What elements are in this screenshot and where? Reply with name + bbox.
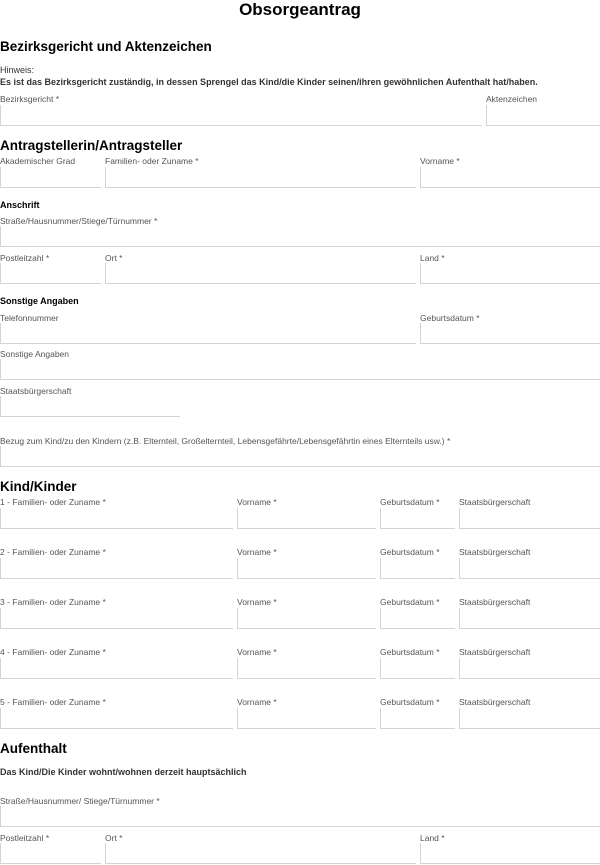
child-3-surname-label: 3 - Familien- oder Zuname * xyxy=(0,597,106,607)
page-title: Obsorgeantrag xyxy=(239,0,361,19)
degree-label: Akademischer Grad xyxy=(0,156,76,166)
phone-input[interactable] xyxy=(0,323,416,344)
applicant-street-input[interactable] xyxy=(0,226,600,247)
file-number-input[interactable] xyxy=(486,105,600,126)
applicant-birthdate-label: Geburtsdatum * xyxy=(420,313,480,323)
applicant-birthdate-input[interactable] xyxy=(420,323,600,344)
residence-zip-input[interactable] xyxy=(0,843,101,864)
applicant-surname-label: Familien- oder Zuname * xyxy=(105,156,199,166)
child-4-surname-input[interactable] xyxy=(0,658,233,679)
phone-label: Telefonnummer xyxy=(0,313,59,323)
child-2-firstname-label: Vorname * xyxy=(237,547,277,557)
applicant-firstname-label: Vorname * xyxy=(420,156,460,166)
file-number-label: Aktenzeichen xyxy=(486,94,538,104)
child-3-citizenship-input[interactable] xyxy=(459,608,600,629)
applicant-country-label: Land * xyxy=(420,253,445,263)
residence-city-label: Ort * xyxy=(105,833,123,843)
children-section-heading: Kind/Kinder xyxy=(0,479,77,494)
child-1-birthdate-label: Geburtsdatum * xyxy=(380,497,440,507)
residence-subtitle: Das Kind/Die Kinder wohnt/wohnen derzeit hauptsächlich xyxy=(0,767,247,777)
court-input[interactable] xyxy=(0,105,482,126)
child-2-birthdate-label: Geburtsdatum * xyxy=(380,547,440,557)
residence-street-label: Straße/Hausnummer/ Stiege/Türnummer * xyxy=(0,796,160,806)
child-5-citizenship-label: Staatsbürgerschaft xyxy=(459,697,531,707)
child-4-birthdate-input[interactable] xyxy=(380,658,455,679)
child-1-citizenship-input[interactable] xyxy=(459,508,600,529)
relation-label: Bezug zum Kind/zu den Kindern (z.B. Elternteil, Großelternteil, Lebensgefährte/Lebensgefährtin eines Elternteils usw.) * xyxy=(0,436,451,446)
applicant-citizenship-input[interactable] xyxy=(0,396,180,417)
note-text: Es ist das Bezirksgericht zuständig, in dessen Sprengel das Kind/die Kinder seinen/ihren gewöhnlichen Aufenthalt hat/haben. xyxy=(0,77,538,87)
applicant-zip-input[interactable] xyxy=(0,263,101,284)
applicant-zip-label: Postleitzahl * xyxy=(0,253,50,263)
residence-zip-label: Postleitzahl * xyxy=(0,833,50,843)
child-1-surname-input[interactable] xyxy=(0,508,233,529)
applicant-street-label: Straße/Hausnummer/Stiege/Türnummer * xyxy=(0,216,158,226)
child-3-surname-input[interactable] xyxy=(0,608,233,629)
other-info-subheading: Sonstige Angaben xyxy=(0,296,79,306)
court-section-heading: Bezirksgericht und Aktenzeichen xyxy=(0,39,212,54)
child-5-surname-input[interactable] xyxy=(0,708,233,729)
child-5-firstname-input[interactable] xyxy=(237,708,376,729)
child-5-firstname-label: Vorname * xyxy=(237,697,277,707)
other-info-input[interactable] xyxy=(0,359,600,380)
child-2-surname-label: 2 - Familien- oder Zuname * xyxy=(0,547,106,557)
child-5-birthdate-label: Geburtsdatum * xyxy=(380,697,440,707)
child-2-firstname-input[interactable] xyxy=(237,558,376,579)
relation-input[interactable] xyxy=(0,446,600,467)
residence-section-heading: Aufenthalt xyxy=(0,741,67,756)
degree-input[interactable] xyxy=(0,167,101,188)
applicant-surname-input[interactable] xyxy=(105,167,416,188)
child-5-citizenship-input[interactable] xyxy=(459,708,600,729)
child-4-birthdate-label: Geburtsdatum * xyxy=(380,647,440,657)
child-3-firstname-input[interactable] xyxy=(237,608,376,629)
applicant-citizenship-label: Staatsbürgerschaft xyxy=(0,386,72,396)
applicant-firstname-input[interactable] xyxy=(420,167,600,188)
child-1-firstname-label: Vorname * xyxy=(237,497,277,507)
child-3-firstname-label: Vorname * xyxy=(237,597,277,607)
residence-city-input[interactable] xyxy=(105,843,416,864)
child-4-firstname-input[interactable] xyxy=(237,658,376,679)
residence-street-input[interactable] xyxy=(0,806,600,827)
child-1-surname-label: 1 - Familien- oder Zuname * xyxy=(0,497,106,507)
child-4-citizenship-input[interactable] xyxy=(459,658,600,679)
note-label: Hinweis: xyxy=(0,65,35,75)
other-info-label: Sonstige Angaben xyxy=(0,349,70,359)
child-3-birthdate-label: Geburtsdatum * xyxy=(380,597,440,607)
child-2-surname-input[interactable] xyxy=(0,558,233,579)
child-2-birthdate-input[interactable] xyxy=(380,558,455,579)
applicant-country-input[interactable] xyxy=(420,263,600,284)
applicant-section-heading: Antragstellerin/Antragsteller xyxy=(0,138,183,153)
address-subheading: Anschrift xyxy=(0,200,40,210)
child-3-citizenship-label: Staatsbürgerschaft xyxy=(459,597,531,607)
child-3-birthdate-input[interactable] xyxy=(380,608,455,629)
child-5-birthdate-input[interactable] xyxy=(380,708,455,729)
child-4-citizenship-label: Staatsbürgerschaft xyxy=(459,647,531,657)
residence-country-label: Land * xyxy=(420,833,445,843)
child-4-firstname-label: Vorname * xyxy=(237,647,277,657)
residence-country-input[interactable] xyxy=(420,843,600,864)
child-1-firstname-input[interactable] xyxy=(237,508,376,529)
child-1-citizenship-label: Staatsbürgerschaft xyxy=(459,497,531,507)
child-4-surname-label: 4 - Familien- oder Zuname * xyxy=(0,647,106,657)
child-5-surname-label: 5 - Familien- oder Zuname * xyxy=(0,697,106,707)
child-2-citizenship-input[interactable] xyxy=(459,558,600,579)
child-2-citizenship-label: Staatsbürgerschaft xyxy=(459,547,531,557)
child-1-birthdate-input[interactable] xyxy=(380,508,455,529)
applicant-city-input[interactable] xyxy=(105,263,416,284)
court-label: Bezirksgericht * xyxy=(0,94,60,104)
applicant-city-label: Ort * xyxy=(105,253,123,263)
